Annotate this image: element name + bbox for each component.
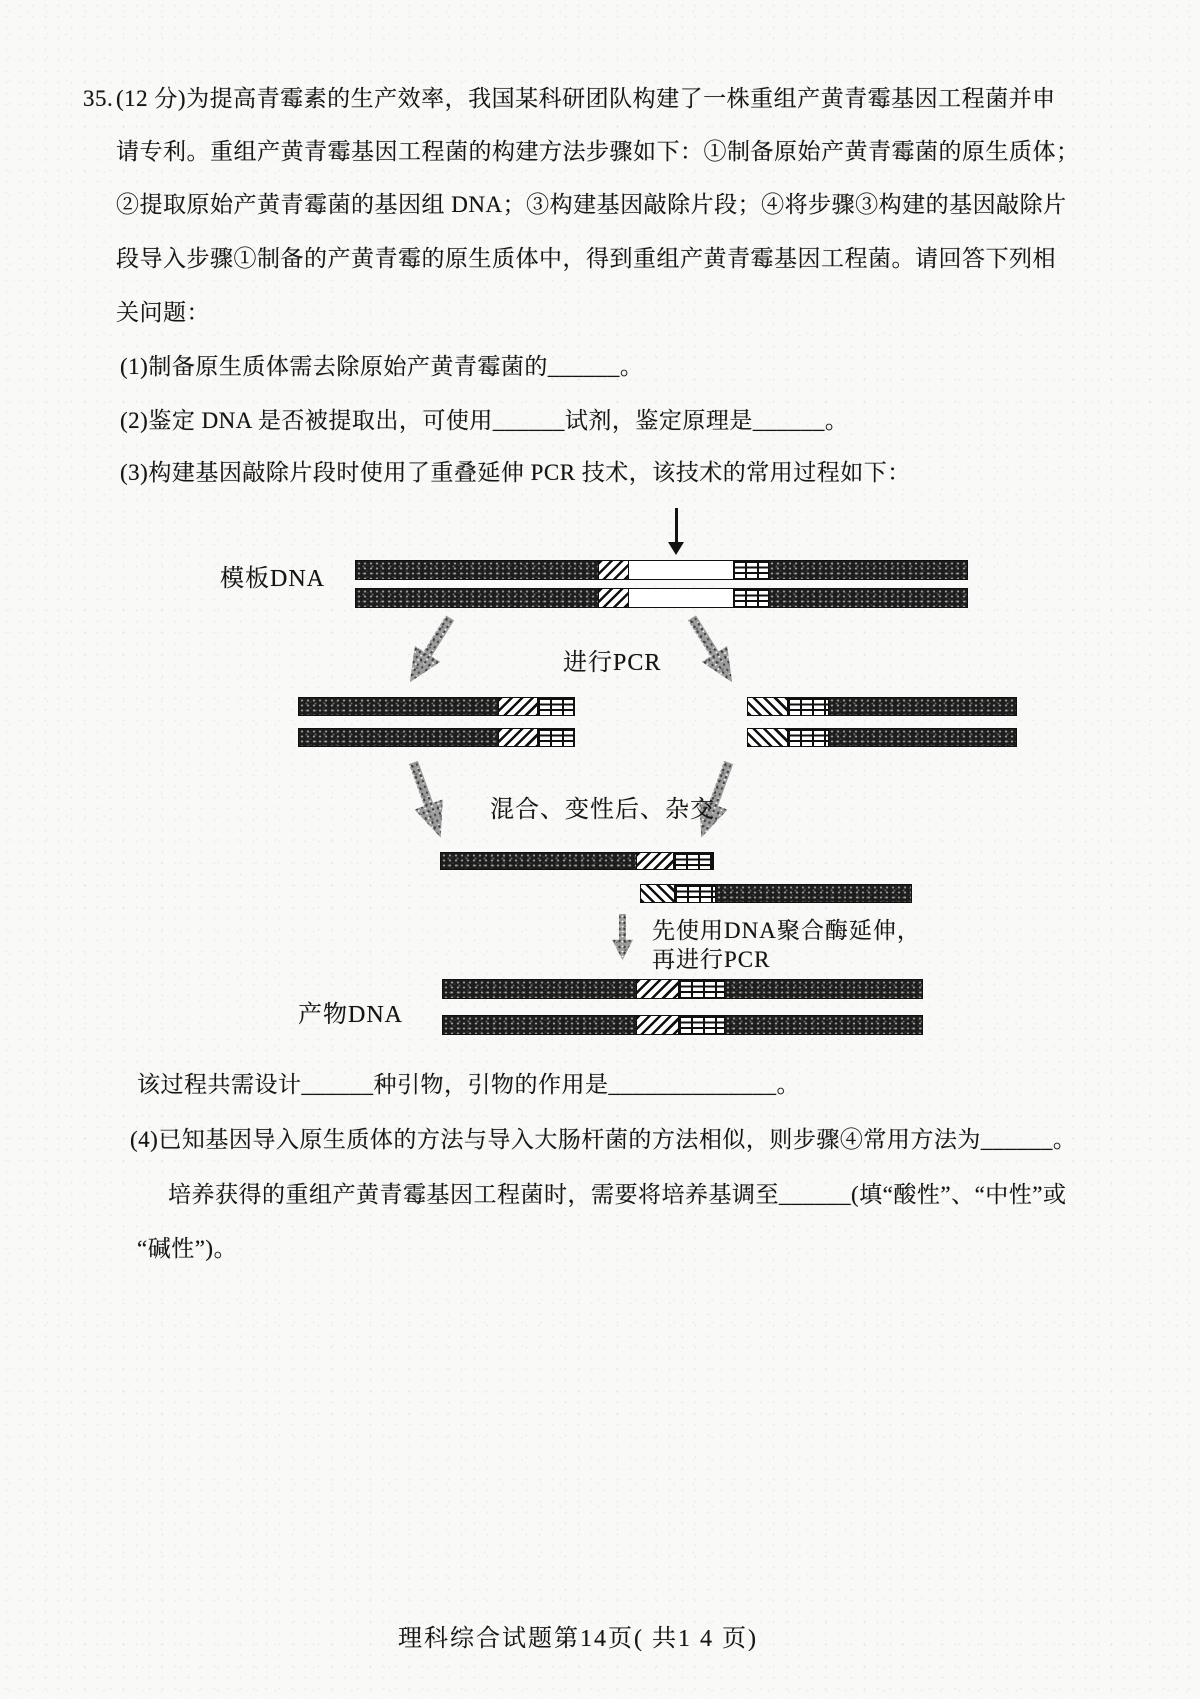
product-dna-strand-2 [442,1015,923,1035]
question-number: 35. [83,86,114,111]
segment-dark-flank-left [356,589,598,607]
segment-hatch-forward [498,698,538,715]
question-part-3: (3)构建基因敲除片段时使用了重叠延伸 PCR 技术，该技术的常用过程如下： [120,460,911,485]
segment-grid [679,980,725,998]
right-fragment-strand-1 [747,697,1017,716]
segment-dark-flank-left [441,853,636,869]
segment-hatch-back [641,885,675,902]
question-stem-line-1 [83,85,1056,113]
page-footer: 理科综合试题第14页( 共1 4 页) [398,1626,758,1652]
segment-dark-flank-right [769,589,967,607]
segment-dark-flank-right [829,698,1016,715]
segment-grid [674,853,713,869]
segment-target-gene [629,589,733,607]
pcr-step-arrow-left-icon [397,610,463,690]
segment-dark-flank-right [716,885,911,902]
question-stem-line-5: 关问题： [116,300,210,325]
segment-dark-flank-left [443,980,636,998]
segment-dark-flank-right [769,561,967,579]
segment-hatch-forward [598,589,629,607]
segment-hatch-forward [636,853,674,869]
segment-grid [733,561,769,579]
segment-hatch-forward [636,1016,679,1034]
hybrid-strand-bottom [640,884,912,903]
segment-dark-flank-right [829,729,1016,746]
hybrid-strand-top [440,852,714,870]
segment-hatch-back [748,729,788,746]
question-stem-line-3: ②提取原始产黄青霉菌的基因组 DNA；③构建基因敲除片段；④将步骤③构建的基因敲除片 [116,192,1067,217]
mix-step-label: 混合、变性后、杂交 [490,797,715,823]
segment-grid [679,1016,725,1034]
question-part-4-line-1: (4)已知基因导入原生质体的方法与导入大肠杆菌的方法相似，则步骤④常用方法为______。 [130,1127,1077,1152]
pcr-step-arrow-right-icon [679,610,745,690]
left-fragment-strand-2 [298,728,575,747]
segment-dark-flank-right [725,1016,922,1034]
segment-grid [675,885,716,902]
question-part-4-line-3: “碱性”)。 [137,1236,238,1261]
segment-dark-flank-left [443,1016,636,1034]
target-gene-down-arrow-icon [668,508,684,556]
question-part-4-line-2: 培养获得的重组产黄青霉基因工程菌时，需要将培养基调至______(填“酸性”、“中性”或 [168,1182,1067,1207]
segment-grid [788,698,829,715]
segment-dark-flank-left [299,729,498,746]
extend-step-label-line-2: 再进行PCR [652,947,771,972]
right-fragment-strand-2 [747,728,1017,747]
segment-hatch-forward [498,729,538,746]
segment-grid [538,698,574,715]
extend-step-label-line-1: 先使用DNA聚合酶延伸， [652,918,921,943]
left-fragment-strand-1 [298,697,575,716]
template-dna-strand-2 [355,588,968,608]
segment-grid [538,729,574,746]
extend-step-arrow-icon [612,914,633,960]
mix-step-arrow-left-icon [399,757,455,842]
pcr-step-label: 进行PCR [563,650,662,676]
segment-dark-flank-left [356,561,598,579]
segment-grid [733,589,769,607]
question-stem-line-4: 段导入步骤①制备的产黄青霉的原生质体中，得到重组产黄青霉基因工程菌。请回答下列相 [116,246,1056,271]
question-part-1: (1)制备原生质体需去除原始产黄青霉菌的______。 [120,354,644,379]
primer-question-line: 该过程共需设计______种引物，引物的作用是______________。 [137,1072,800,1097]
segment-grid [788,729,829,746]
product-dna-strand-1 [442,979,923,999]
segment-hatch-forward [636,980,679,998]
question-part-2: (2)鉴定 DNA 是否被提取出，可使用______试剂，鉴定原理是______。 [120,408,849,433]
segment-hatch-forward [598,561,629,579]
question-stem-text-1: (12 分)为提高青霉素的生产效率，我国某科研团队构建了一株重组产黄青霉基因工程菌并申 [116,86,1056,111]
segment-target-gene [629,561,733,579]
template-dna-label: 模板DNA [220,566,325,592]
segment-hatch-back [748,698,788,715]
template-dna-strand-1 [355,560,968,580]
segment-dark-flank-left [299,698,498,715]
segment-dark-flank-right [725,980,922,998]
question-stem-line-2: 请专利。重组产黄青霉基因工程菌的构建方法步骤如下：①制备原始产黄青霉菌的原生质体； [116,139,1080,164]
product-dna-label: 产物DNA [298,1002,403,1028]
